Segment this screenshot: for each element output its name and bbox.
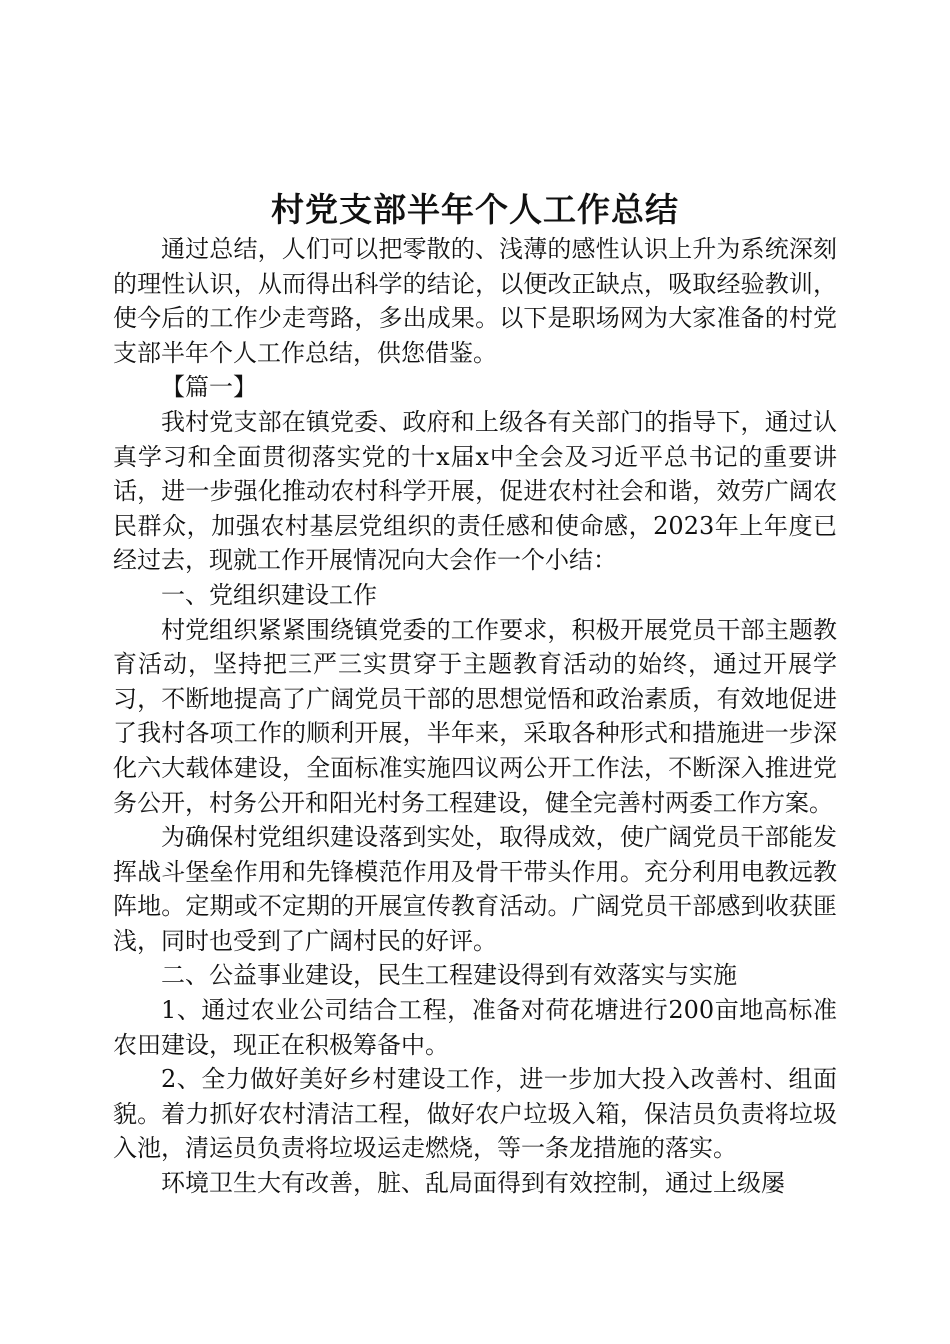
paragraph: 为确保村党组织建设落到实处，取得成效，使广阔党员干部能发挥战斗堡垒作用和先锋模范作用及骨干带头作用。充分利用电教远教阵地。定期或不定期的开展宣传教育活动。广阔党员干部感到收获匪浅，同时也受到了广阔村民的好评。	[113, 823, 837, 955]
paragraph: 村党组织紧紧围绕镇党委的工作要求，积极开展党员干部主题教育活动，坚持把三严三实贯穿于主题教育活动的始终，通过开展学习，不断地提高了广阔党员干部的思想觉悟和政治素质，有效地促进了我村各项工作的顺利开展，半年来，采取各种形式和措施进一步深化六大载体建设，全面标准实施四议两公开工作法，不断深入推进党务公开，村务公开和阳光村务工程建设，健全完善村两委工作方案。	[113, 615, 837, 817]
paragraph: 我村党支部在镇党委、政府和上级各有关部门的指导下，通过认真学习和全面贯彻落实党的十x届x中全会及习近平总书记的重要讲话，进一步强化推动农村科学开展，促进农村社会和谐，效劳广阔农民群众，加强农村基层党组织的责任感和使命感，2023年上年度已经过去，现就工作开展情况向大会作一个小结：	[113, 407, 837, 575]
paragraph: 1、通过农业公司结合工程，准备对荷花塘进行200亩地高标准农田建设，现正在积极筹备中。	[113, 996, 837, 1059]
paragraph-intro: 通过总结，人们可以把零散的、浅薄的感性认识上升为系统深刻的理性认识，从而得出科学的结论，以便改正缺点，吸取经验教训，使今后的工作少走弯路，多出成果。以下是职场网为大家准备的村党支部半年个人工作总结，供您借鉴。	[113, 235, 837, 367]
document-title: 村党支部半年个人工作总结	[271, 190, 679, 229]
paragraph-section-label: 【篇一】	[161, 373, 257, 402]
document-body	[113, 232, 837, 1201]
paragraph: 2、全力做好美好乡村建设工作，进一步加大投入改善村、组面貌。着力抓好农村清洁工程，做好农户垃圾入箱，保洁员负责将垃圾入池，清运员负责将垃圾运走燃烧，等一条龙措施的落实。	[113, 1065, 837, 1163]
section-heading: 一、党组织建设工作	[161, 580, 377, 609]
paragraph: 环境卫生大有改善，脏、乱局面得到有效控制，通过上级屡	[161, 1169, 785, 1198]
section-heading: 二、公益事业建设，民生工程建设得到有效落实与实施	[161, 961, 737, 990]
